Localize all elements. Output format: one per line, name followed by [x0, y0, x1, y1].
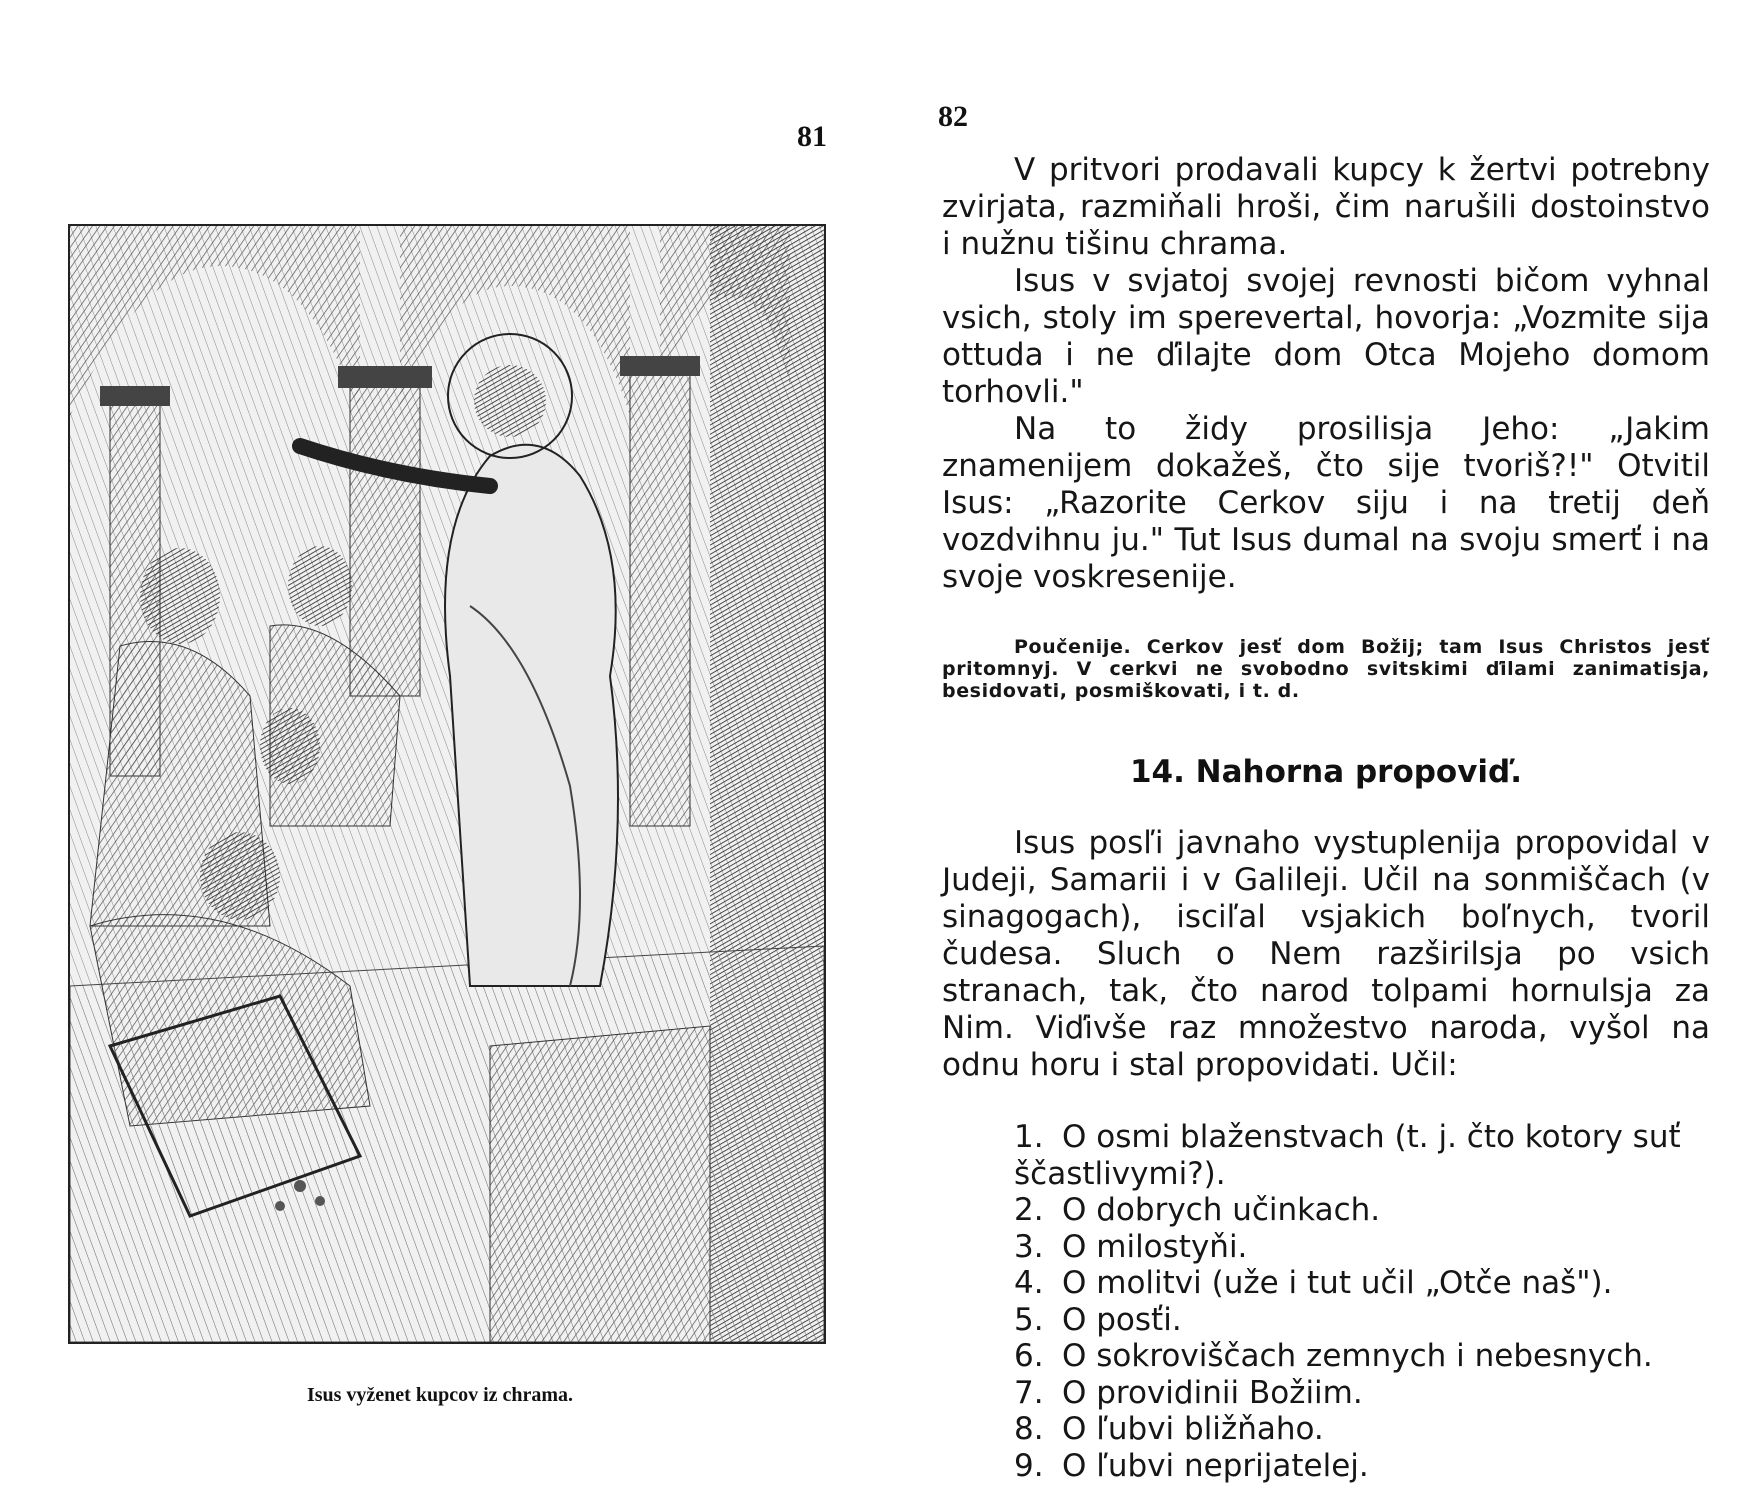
engraving-illustration: [68, 224, 826, 1344]
list-number: 7.: [1014, 1374, 1044, 1411]
list-item: [942, 1338, 1710, 1375]
list-number: 3.: [1014, 1228, 1044, 1265]
engraving-artwork: [70, 226, 824, 1342]
list-text: O milostyňi.: [1062, 1228, 1248, 1265]
list-number: 5.: [1014, 1301, 1044, 1338]
paragraph: V pritvori prodavali kupcy k žertvi potrebny zvirjata, razmiňali hroši, čim narušili dostoinstvo i nužnu tišinu chrama.: [942, 152, 1710, 262]
list-number: 9.: [1014, 1447, 1044, 1484]
list-item: [942, 1302, 1710, 1339]
left-page: [0, 0, 880, 1500]
list-item: [942, 1411, 1710, 1448]
paragraph: Isus posľi javnaho vystuplenija propovidal v Judeji, Samarii i v Galileji. Učil na sonmiščach (v sinagogach), isciľal vsjakich boľnych, tvoril čudesa. Sluch o Nem razširilsja po vsich stranach, tak, čto narod tolpami hornulsja za Nim. Viďivše raz množestvo naroda, vyšol na odnu horu i stal propovidati. Učil:: [942, 825, 1710, 1083]
illustration-caption: Isus vyženet kupcov iz chrama.: [306, 1384, 574, 1406]
list-text: O ľubvi neprijatelej.: [1062, 1447, 1369, 1484]
list-text: O posťi.: [1062, 1301, 1182, 1338]
list-item: [942, 1192, 1710, 1229]
list-number: 6.: [1014, 1338, 1044, 1374]
narrative-text: [942, 152, 1710, 596]
paragraph: Na to židy prosilisja Jeho: „Jakim znamenijem dokažeš, čto sije tvoriš?!" Otvitil Isus: „Razorite Cerkov siju i na tretij deň vozdvihnu ju." Tut Isus dumal na svoju smerť i na svoje voskresenije.: [942, 411, 1710, 595]
page-number-left: 81: [797, 120, 827, 153]
list-number: 8.: [1014, 1411, 1044, 1447]
list-item: [942, 1229, 1710, 1266]
list-number: 2.: [1014, 1192, 1044, 1228]
lesson-note: Poučenije. Cerkov jesť dom Božij; tam Isus Christos jesť pritomnyj. V cerkvi ne svobodno svitskimi ďilami zanimatisja, besidovati, posmiškovati, i t. d.: [942, 636, 1710, 702]
list-item: [942, 1119, 1710, 1192]
section-heading: 14. Nahorna propoviď.: [1129, 754, 1523, 790]
list-number: 1.: [1014, 1119, 1044, 1155]
sermon-topics-list: [942, 1119, 1710, 1484]
page-number-right: 82: [938, 100, 968, 133]
list-item: [942, 1448, 1710, 1485]
list-text: O sokroviščach zemnych i nebesnych.: [1062, 1338, 1653, 1374]
right-page: [880, 0, 1762, 1500]
list-text: O molitvi (uže i tut učil „Otče naš").: [1062, 1265, 1613, 1301]
list-text: O ľubvi bližňaho.: [1062, 1411, 1324, 1447]
list-text: O dobrych učinkach.: [1062, 1192, 1381, 1228]
list-item: [942, 1265, 1710, 1302]
list-text: O providinii Božiim.: [1062, 1374, 1363, 1411]
section-text: [942, 825, 1710, 1084]
list-number: 4.: [1014, 1265, 1044, 1301]
list-text: O osmi blaženstvach (t. j. čto kotory suť ščastlivymi?).: [1014, 1119, 1681, 1192]
paragraph: Isus v svjatoj svojej revnosti bičom vyhnal vsich, stoly im sperevertal, hovorja: „Vozmite sija ottuda i ne ďilajte dom Otca Mojeho domom torhovli.": [942, 263, 1710, 410]
list-item: [942, 1375, 1710, 1412]
